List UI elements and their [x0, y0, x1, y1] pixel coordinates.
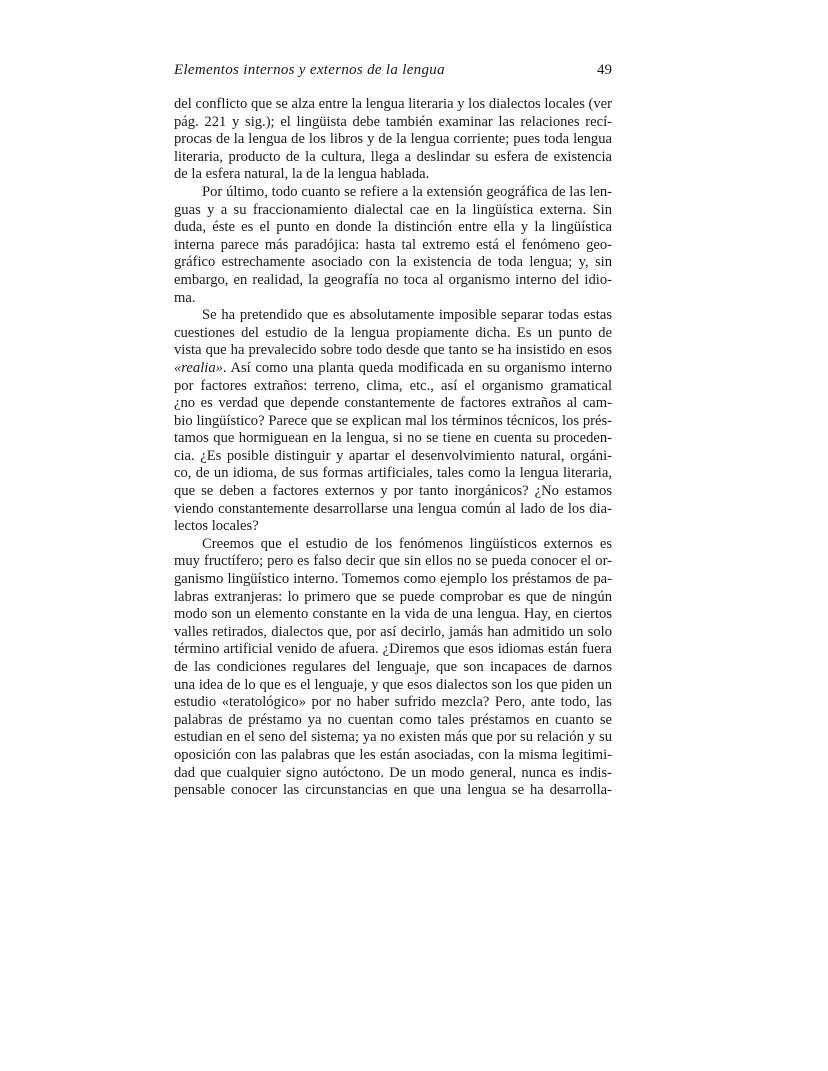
text-line: pensable conocer las circunstancias en que una lengua se ha desarrolla- — [174, 782, 612, 799]
text-line: Se ha pretendido que es absolutamente imposible separar todas estas — [202, 307, 612, 324]
text-line: labras extranjeras: lo primero que se puede comprobar es que de ningún — [174, 588, 612, 605]
text-line: embargo, en realidad, la geografía no toca al organismo interno del idio- — [174, 271, 612, 288]
body-text — [174, 96, 612, 800]
text-line: duda, éste es el punto en donde la distinción entre ella y la lingüística — [174, 219, 612, 236]
text-line: estudio «teratológico» por no haber sufrido mezcla? Pero, ante todo, las — [174, 694, 612, 711]
running-title: Elementos internos y externos de la lengua — [174, 62, 445, 78]
text-line: cia. ¿Es posible distinguir y apartar el desenvolvimiento natural, orgáni- — [174, 447, 612, 464]
text-line: guas y a su fraccionamiento dialectal cae en la lingüística externa. Sin — [174, 201, 612, 218]
text-line: interna parece más paradójica: hasta tal extremo está el fenómeno geo- — [174, 236, 612, 253]
text-line: del conflicto que se alza entre la lengua literaria y los dialectos locales (ver — [174, 96, 613, 112]
emphasis: «realia» — [174, 359, 223, 376]
text-line: co, de un idioma, de sus formas artificiales, tales como la lengua literaria, — [174, 465, 612, 482]
text-line: oposición con las palabras que les están asociadas, con la misma legitimi- — [174, 746, 612, 763]
paragraph — [174, 307, 612, 536]
text-line: modo son un elemento constante en la vida de una lengua. Hay, en ciertos — [174, 606, 612, 623]
text-line: palabras de préstamo ya no cuentan como tales préstamos en cuanto se — [174, 711, 612, 728]
text-line: cuestiones del estudio de la lengua propiamente dicha. Es un punto de — [174, 324, 612, 341]
text-line: tamos que hormiguean en la lengua, si no se tiene en cuenta su proceden- — [174, 430, 612, 447]
text-line: dad que cualquier signo autóctono. De un modo general, nunca es indis- — [174, 764, 612, 781]
text-line: término artificial venido de afuera. ¿Diremos que esos idiomas están fuera — [174, 641, 612, 658]
paragraph — [174, 536, 612, 800]
text-line: que se deben a factores externos y por tanto inorgánicos? ¿No estamos — [174, 483, 612, 500]
running-head — [174, 62, 612, 82]
text-line: ganismo lingüístico interno. Tomemos como ejemplo los préstamos de pa- — [174, 571, 612, 588]
text-line: viendo constantemente desarrollarse una lengua común al lado de los dia- — [174, 500, 612, 517]
text-line: valles retirados, dialectos que, por así decirlo, jamás han admitido un solo — [174, 623, 612, 640]
text-line: de las condiciones regulares del lenguaje, que son incapaces de darnos — [174, 659, 612, 675]
text-line: Creemos que el estudio de los fenómenos lingüísticos externos es — [202, 535, 612, 552]
text-line: de la esfera natural, la de la lengua hablada. — [174, 166, 430, 183]
text-line: ma. — [174, 289, 196, 306]
text-line: vista que ha prevalecido sobre todo desde que tanto se ha insistido en esos — [174, 342, 612, 359]
text-line: pág. 221 y sig.); el lingüista debe también examinar las relaciones recí- — [174, 113, 612, 130]
text-line: literaria, producto de la cultura, llega a deslindar su esfera de existencia — [174, 148, 612, 165]
text-line: Por último, todo cuanto se refiere a la extensión geográfica de las len- — [202, 183, 612, 200]
book-page — [174, 62, 612, 800]
text-line: procas de la lengua de los libros y de la lengua corriente; pues toda lengua — [174, 131, 612, 148]
text-line: por factores extraños: terreno, clima, etc., así el organismo gramatical — [174, 377, 612, 394]
text-line: «realia». Así como una planta queda modificada en su organismo interno — [174, 359, 612, 376]
text-line: ¿no es verdad que depende constantemente de factores extraños al cam- — [174, 395, 612, 412]
text-line: estudian en el seno del sistema; ya no existen más que por su relación y su — [174, 729, 612, 746]
paragraph — [174, 96, 612, 184]
text-line: muy fructífero; pero es falso decir que sin ellos no se pueda conocer el or- — [174, 553, 612, 570]
page-number: 49 — [597, 62, 612, 78]
text-line: una idea de lo que es el lenguaje, y que esos dialectos son los que piden un — [174, 676, 612, 693]
paragraph — [174, 184, 612, 307]
text-line: gráfico estrechamente asociado con la existencia de toda lengua; y, sin — [174, 254, 612, 271]
text-line: lectos locales? — [174, 518, 259, 535]
text-line: bio lingüístico? Parece que se explican mal los términos técnicos, los prés- — [174, 412, 612, 429]
